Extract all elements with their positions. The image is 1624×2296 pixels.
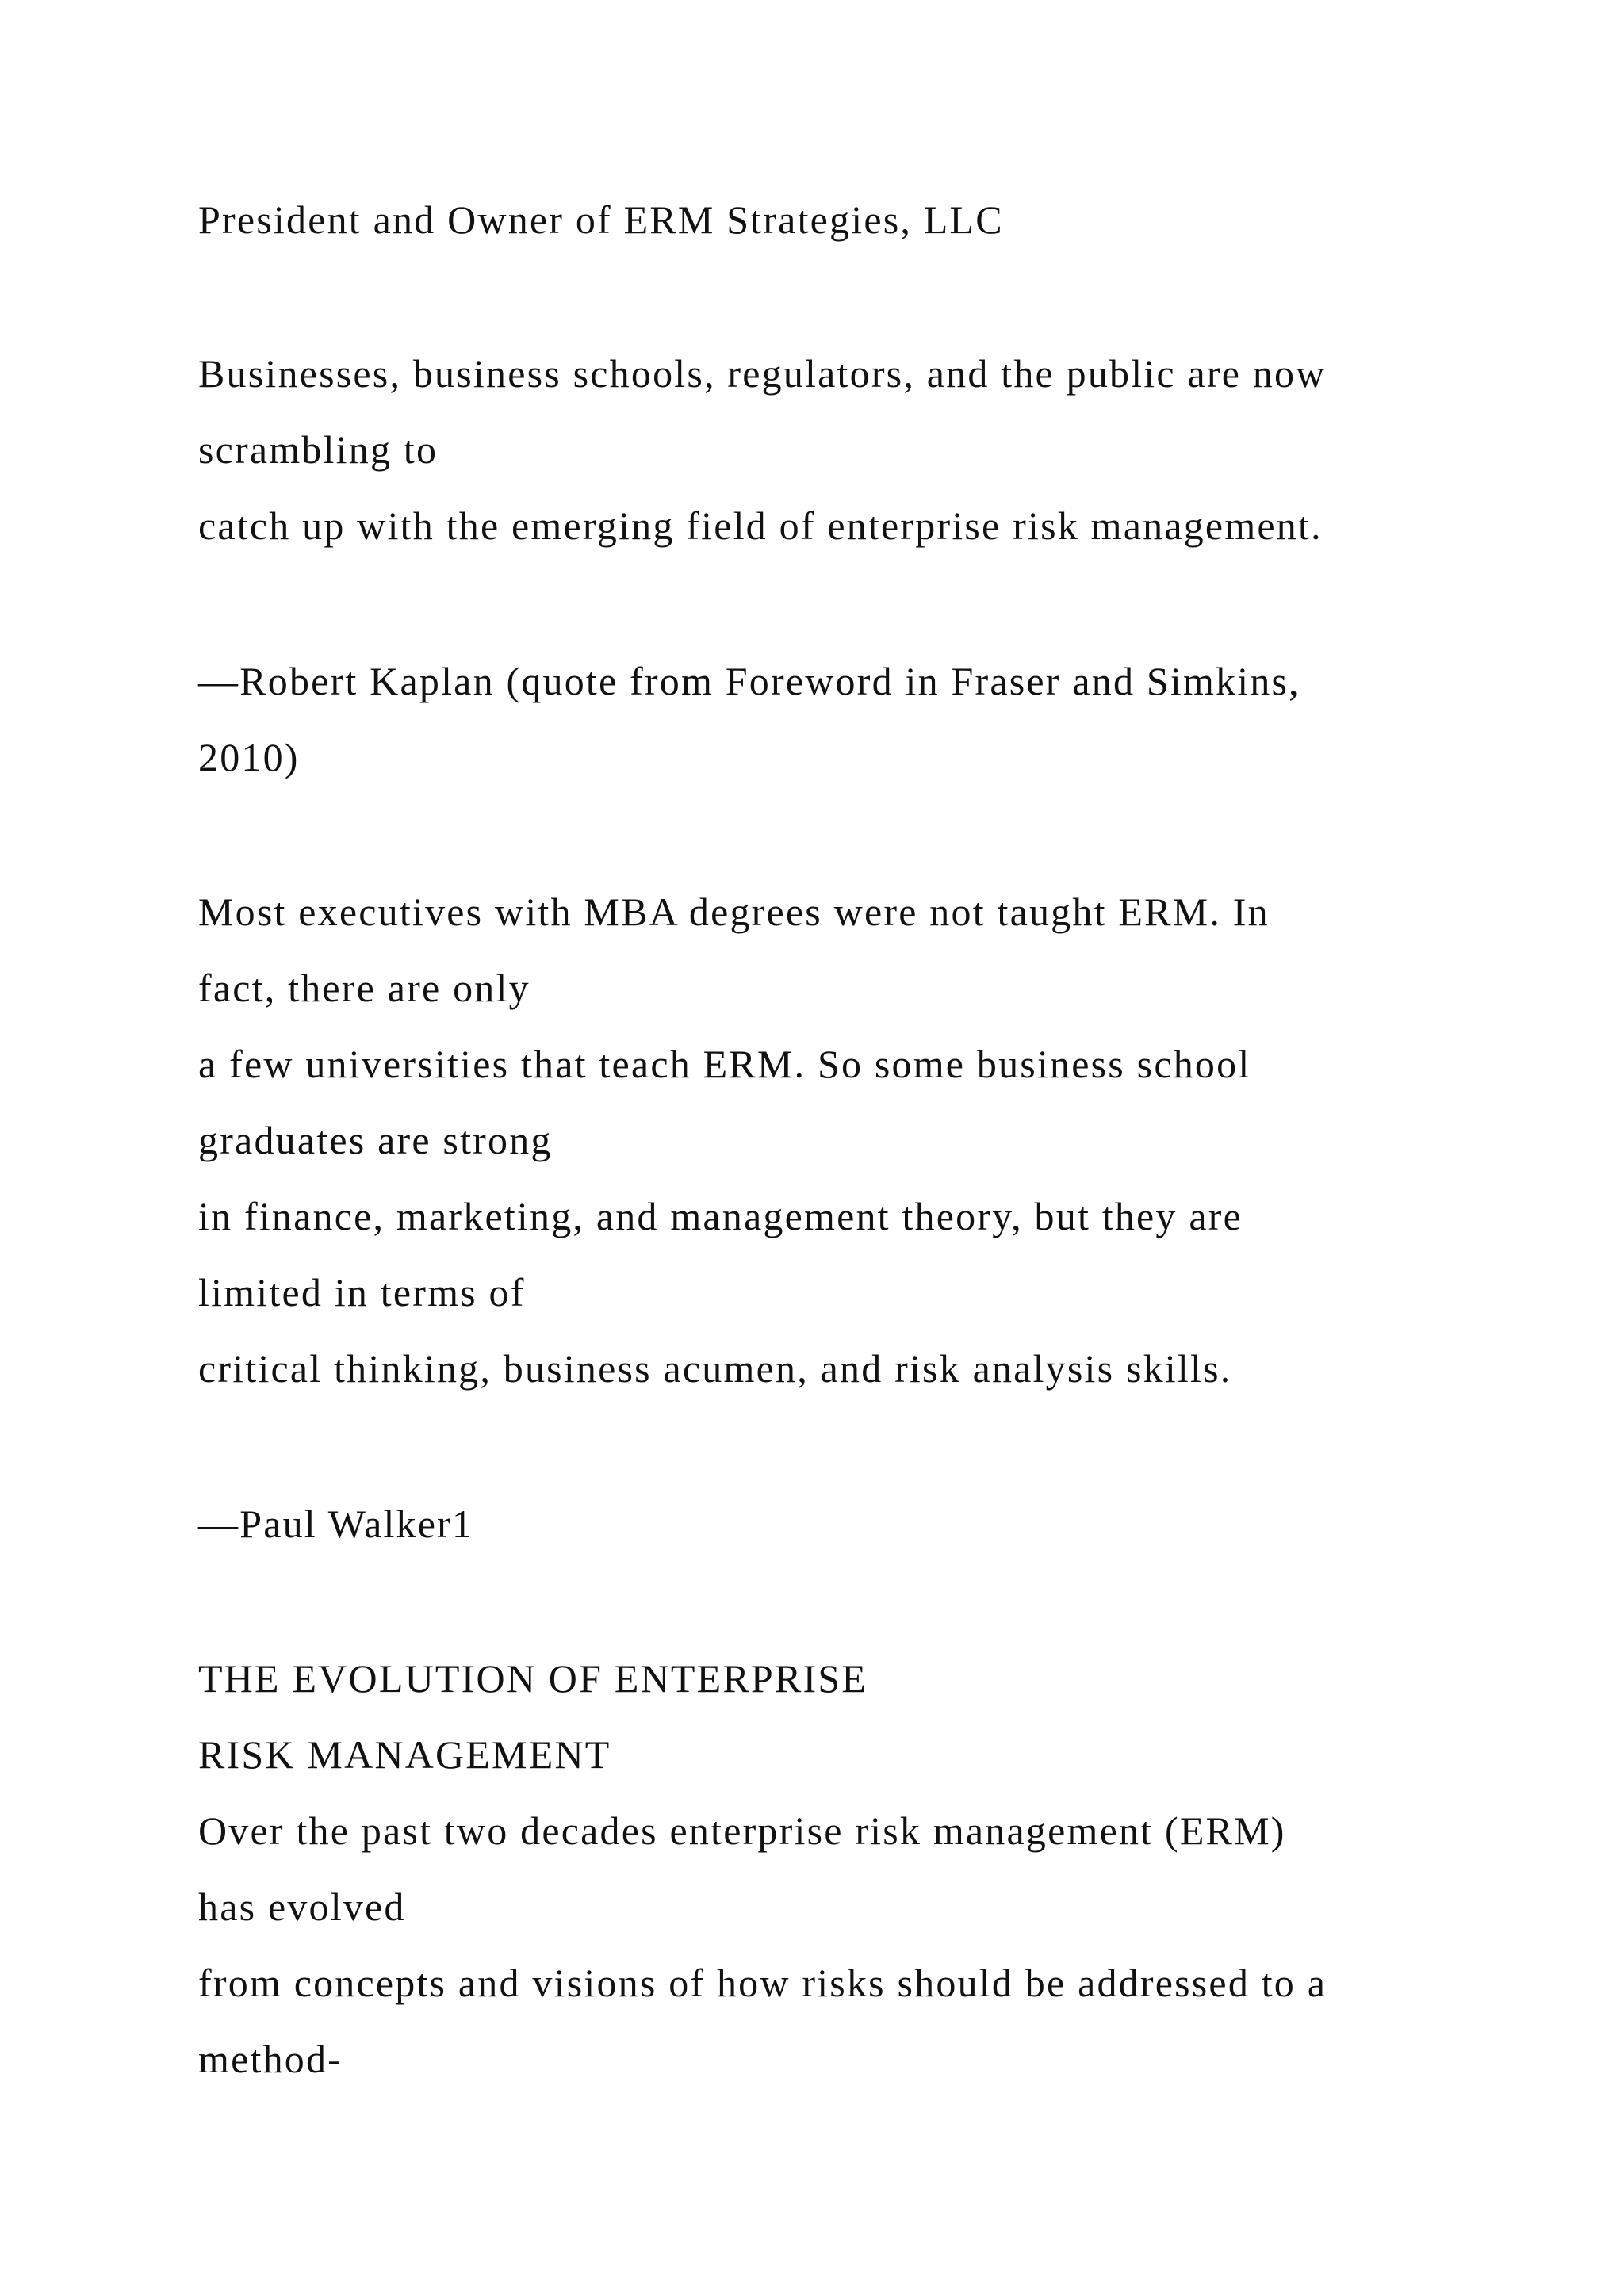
body-line-4: method-: [198, 2037, 343, 2081]
body-line-1: Over the past two decades enterprise risk management (ERM): [198, 1808, 1286, 1853]
quote-1-line-3: catch up with the emerging field of enterprise risk management.: [198, 503, 1323, 548]
section-heading-line-2: RISK MANAGEMENT: [198, 1732, 611, 1777]
attribution-1-line-2: 2010): [198, 735, 300, 779]
quote-2-line-2: fact, there are only: [198, 966, 530, 1010]
quote-2-line-7: critical thinking, business acumen, and risk analysis skills.: [198, 1346, 1232, 1391]
quote-1-line-1: Businesses, business schools, regulators, and the public are now: [198, 351, 1327, 396]
attribution-2: —Paul Walker1: [198, 1502, 474, 1546]
body-line-3: from concepts and visions of how risks should be addressed to a: [198, 1961, 1327, 2005]
quote-2-line-3: a few universities that teach ERM. So some business school: [198, 1042, 1251, 1086]
quote-2-line-1: Most executives with MBA degrees were not taught ERM. In: [198, 890, 1270, 934]
quote-2-line-4: graduates are strong: [198, 1118, 553, 1162]
section-heading-line-1: THE EVOLUTION OF ENTERPRISE: [198, 1656, 868, 1701]
attribution-1-line-1: —Robert Kaplan (quote from Foreword in Fraser and Simkins,: [198, 659, 1300, 703]
body-line-2: has evolved: [198, 1885, 406, 1929]
quote-1-line-2: scrambling to: [198, 427, 439, 472]
quote-2-line-6: limited in terms of: [198, 1270, 526, 1314]
author-affiliation: President and Owner of ERM Strategies, LLC: [198, 197, 1004, 242]
quote-2-line-5: in finance, marketing, and management theory, but they are: [198, 1194, 1243, 1238]
